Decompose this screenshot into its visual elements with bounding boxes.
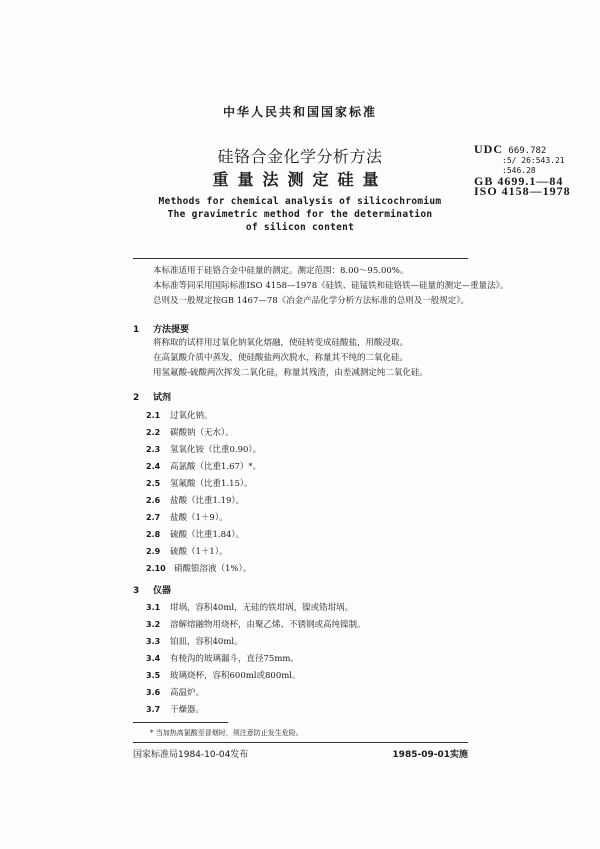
title-en-line2: The gravimetric method for the determination: [167, 209, 433, 220]
apparatus-item: 3.3 铂皿，容积40ml。: [146, 637, 243, 647]
udc-code-1: 669.782: [508, 146, 547, 156]
footer-divider: [133, 742, 468, 743]
paragraph: 用氢氟酸-硫酸两次挥发二氧化硅，称量其残渣，由差减测定纯二氧化硅。: [153, 368, 428, 378]
reagent-item: 2.9 硫酸（1＋1）。: [146, 547, 228, 557]
reagent-item: 2.3 氢氧化铵（比重0.90）。: [146, 445, 262, 455]
reagent-item: 2.2 碳酸钠（无水）。: [146, 428, 234, 438]
intro-line: 本标准等同采用国际标准ISO 4158—1978《硅铁、硅锰铁和硅铬铁—硅量的测定—重量法》。: [153, 281, 509, 291]
section-heading-3: 3 仪器: [133, 586, 172, 596]
section-heading-2: 2 试剂: [133, 393, 172, 403]
title-cn-line2: 重量法测定硅量: [212, 170, 388, 189]
intro-line: 本标准适用于硅铬合金中硅量的测定。测定范围：8.00～95.00%。: [153, 266, 409, 276]
reagent-item: 2.10 硝酸银溶液（1%）。: [146, 564, 252, 574]
reagent-item: 2.6 盐酸（比重1.19）。: [146, 496, 245, 506]
header-divider: [133, 258, 468, 259]
title-en: [0, 195, 600, 234]
reagent-item: 2.7 盐酸（1＋9）。: [146, 513, 228, 523]
classification-codes: [474, 144, 571, 196]
section-heading-1: 1 方法提要: [133, 325, 190, 335]
iso-code: ISO 4158—1978: [474, 184, 571, 198]
reagent-item: 2.5 氢氟酸（比重1.15）。: [146, 479, 253, 489]
apparatus-item: 3.4 有棱沟的玻璃漏斗，直径75mm。: [146, 654, 299, 664]
udc-code-2: :5/ 26:543.21: [502, 156, 565, 165]
reagent-item: 2.4 高氯酸（比重1.67）*。: [146, 462, 262, 472]
title-en-line3: of silicon content: [245, 222, 355, 233]
gb-code: GB 4699.1—84: [474, 174, 564, 188]
issued-date: 国家标准局1984-10-04发布: [133, 750, 249, 760]
apparatus-item: 3.2 溶解熔融物用烧杯，由聚乙烯、不锈钢或高纯镍制。: [146, 620, 366, 630]
footnote: * 当加热高氯酸至冒烟时，须注意防止发生危险。: [150, 729, 303, 737]
udc-label: UDC: [474, 142, 503, 156]
apparatus-item: 3.5 玻璃烧杯，容积600ml或800ml。: [146, 671, 301, 681]
reagent-item: 2.1 过氧化钠。: [146, 411, 213, 421]
effective-date: 1985-09-01实施: [392, 750, 468, 760]
paragraph: 在高氯酸介质中蒸发，使硅酸盐两次脱水，称量其不纯的二氧化硅。: [153, 353, 409, 363]
title-en-line1: Methods for chemical analysis of silicochromium: [158, 196, 442, 207]
apparatus-item: 3.7 干燥器。: [146, 705, 205, 715]
intro: [153, 264, 508, 309]
footnote-rule-visible: [133, 722, 228, 723]
intro-line: 总则及一般规定按GB 1467—78《冶金产品化学分析方法标准的总则及一般规定》。: [153, 296, 469, 306]
apparatus-item: 3.6 高温炉。: [146, 688, 205, 698]
apparatus-item: 3.1 坩埚，容积40ml，无硅的铁坩埚，镍或锆坩埚。: [146, 603, 354, 613]
udc-code-3: :546.28: [502, 166, 536, 175]
reagent-item: 2.8 硫酸（比重1.84）。: [146, 530, 245, 540]
paragraph: 将称取的试样用过氧化钠氧化熔融，使硅转变成硅酸盐，用酸浸取。: [153, 338, 409, 348]
issuing-country-standard: 中华人民共和国国家标准: [222, 105, 377, 119]
section-1-body: [153, 336, 428, 381]
title-cn-line1: 硅铬合金化学分析方法: [217, 147, 383, 166]
